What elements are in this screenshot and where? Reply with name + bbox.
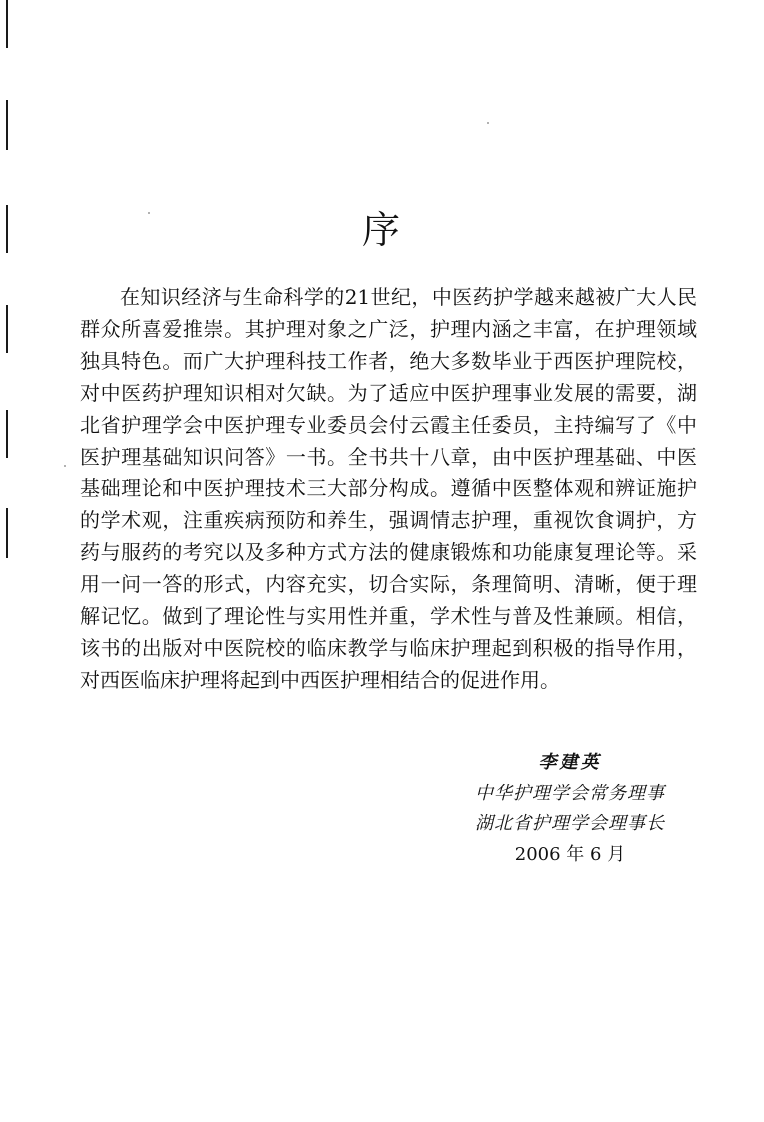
scan-edge-mark <box>6 305 8 353</box>
preface-body <box>80 282 697 697</box>
scan-edge-mark <box>6 508 8 558</box>
scan-edge-mark <box>6 410 8 458</box>
scan-speck <box>64 465 66 467</box>
scan-edge-mark <box>6 0 8 48</box>
signature-date: 2006 年 6 月 <box>514 843 626 865</box>
signature-title-1: 中华护理学会常务理事 <box>475 782 665 804</box>
signature-name: 李建英 <box>538 752 602 773</box>
scan-speck <box>487 122 489 124</box>
signature-block <box>440 748 700 870</box>
preface-paragraph: 在知识经济与生命科学的21世纪，中医药护学越来越被广大人民群众所喜爱推崇。其护理对象之广泛，护理内涵之丰富，在护理领域独具特色。而广大护理科技工作者，绝大多数毕业于西医护理院校，对中医药护理知识相对欠缺。为了适应中医护理事业发展的需要，湖北省护理学会中医护理专业委员会付云霞主任委员，主持编写了《中医护理基础知识问答》一书。全书共十八章，由中医护理基础、中医基础理论和中医护理技术三大部分构成。遵循中医整体观和辨证施护的学术观，注重疾病预防和养生，强调情志护理，重视饮食调护，方药与服药的考究以及多种方式方法的健康锻炼和功能康复理论等。采用一问一答的形式，内容充实，切合实际，条理简明、清晰，便于理解记忆。做到了理论性与实用性并重，学术性与普及性兼顾。相信，该书的出版对中医院校的临床教学与临床护理起到积极的指导作用，对西医临床护理将起到中西医护理相结合的促进作用。 <box>80 285 697 692</box>
page-title: 序 <box>361 208 402 252</box>
signature-title-2: 湖北省护理学会理事长 <box>475 813 665 834</box>
scan-edge-mark <box>6 100 8 150</box>
